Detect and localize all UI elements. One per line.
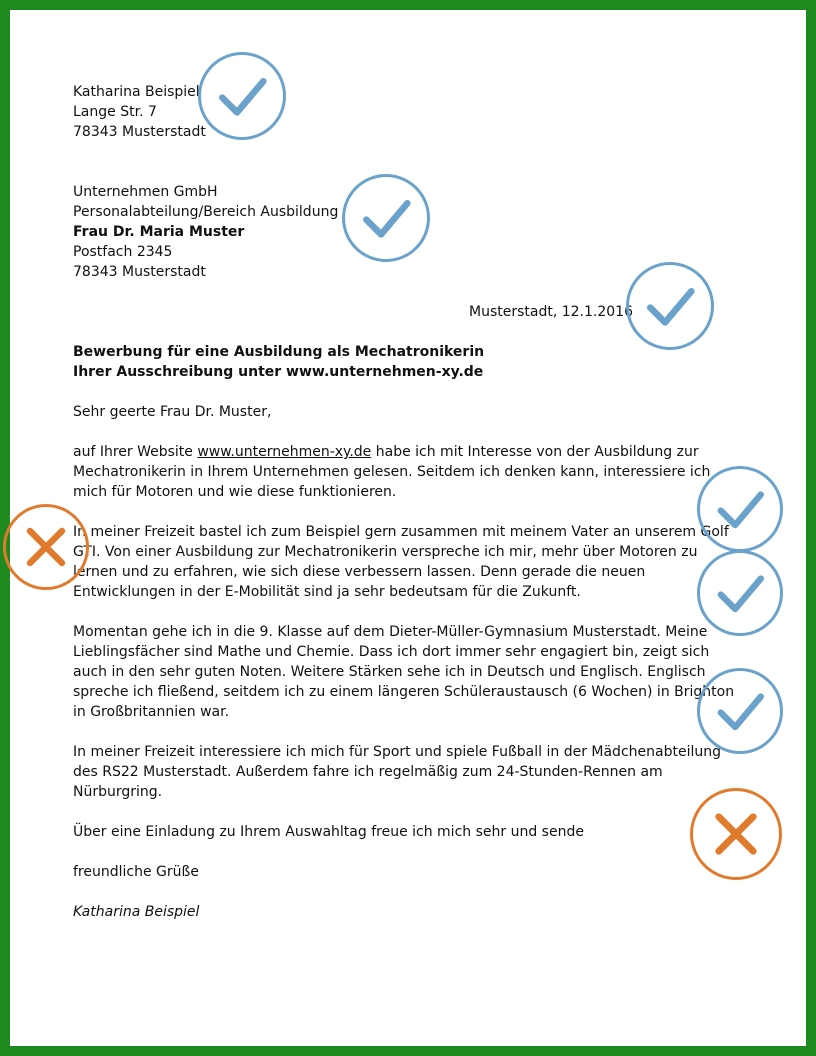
paragraph-1-suffix: habe ich mit Interesse von der Ausbildung zur Mechatronikerin in Ihrem Unternehmen gelesen. Seitdem ich denken kann, interessiere ich mich für Motoren und wie diese funktionieren. — [73, 444, 711, 500]
check-circle-icon — [626, 262, 714, 350]
subject-line-2: Ihrer Ausschreibung unter www.unternehmen-xy.de — [73, 364, 484, 380]
recipient-city: 78343 Musterstadt — [73, 264, 206, 280]
paragraph-2: In meiner Freizeit bastel ich zum Beispiel gern zusammen mit meinem Vater an unserem Golf GTI. Von einer Ausbildung zur Mechatronikerin verspreche ich mir, mehr über Motoren zu lernen und zu erfahren, wie sich diese verbessern lassen. Denn gerade die neuen Entwicklungen in der E-Mobilität sind ja sehr bedeutsam für die Zukunft. — [73, 524, 729, 600]
sender-address — [73, 82, 743, 142]
recipient-contact: Frau Dr. Maria Muster — [73, 224, 245, 240]
check-circle-icon — [697, 466, 783, 552]
recipient-department: Personalabteilung/Bereich Ausbildung — [73, 204, 339, 220]
recipient-postbox: Postfach 2345 — [73, 244, 173, 260]
sender-name: Katharina Beispiel — [73, 84, 200, 100]
subject-line-1: Bewerbung für eine Ausbildung als Mechatronikerin — [73, 344, 485, 360]
paragraph-1 — [73, 442, 743, 502]
signature: Katharina Beispiel — [73, 904, 200, 920]
closing: freundliche Grüße — [73, 864, 199, 880]
check-circle-icon — [342, 174, 430, 262]
cross-circle-icon — [690, 788, 782, 880]
paragraph-5: Über eine Einladung zu Ihrem Auswahltag freue ich mich sehr und sende — [73, 824, 584, 840]
salutation: Sehr geerte Frau Dr. Muster, — [73, 404, 272, 420]
subject — [73, 342, 743, 382]
check-circle-icon — [697, 668, 783, 754]
check-circle-icon — [697, 550, 783, 636]
sender-city: 78343 Musterstadt — [73, 124, 206, 140]
paragraph-3: Momentan gehe ich in die 9. Klasse auf dem Dieter-Müller-Gymnasium Musterstadt. Meine Lieblingsfächer sind Mathe und Chemie. Dass ich dort immer sehr engagiert bin, zeigt sich auch in den sehr guten Noten. Weitere Stärken sehe ich in Deutsch und Englisch. Englisch spreche ich fließend, seitdem ich zu einem längeren Schüleraustausch (6 Wochen) in Brighton in Großbritannien war. — [73, 624, 735, 720]
paragraph-4: In meiner Freizeit interessiere ich mich für Sport und spiele Fußball in der Mädchenabteilung des RS22 Musterstadt. Außerdem fahre ich regelmäßig zum 24-Stunden-Rennen am Nürburgring. — [73, 744, 721, 800]
sender-street: Lange Str. 7 — [73, 104, 157, 120]
website-link[interactable]: www.unternehmen-xy.de — [197, 444, 372, 460]
letter-date: Musterstadt, 12.1.2016 — [469, 304, 633, 320]
paragraph-1-prefix: auf Ihrer Website — [73, 444, 198, 460]
check-circle-icon — [198, 52, 286, 140]
recipient-company: Unternehmen GmbH — [73, 184, 218, 200]
cross-circle-icon — [3, 504, 89, 590]
